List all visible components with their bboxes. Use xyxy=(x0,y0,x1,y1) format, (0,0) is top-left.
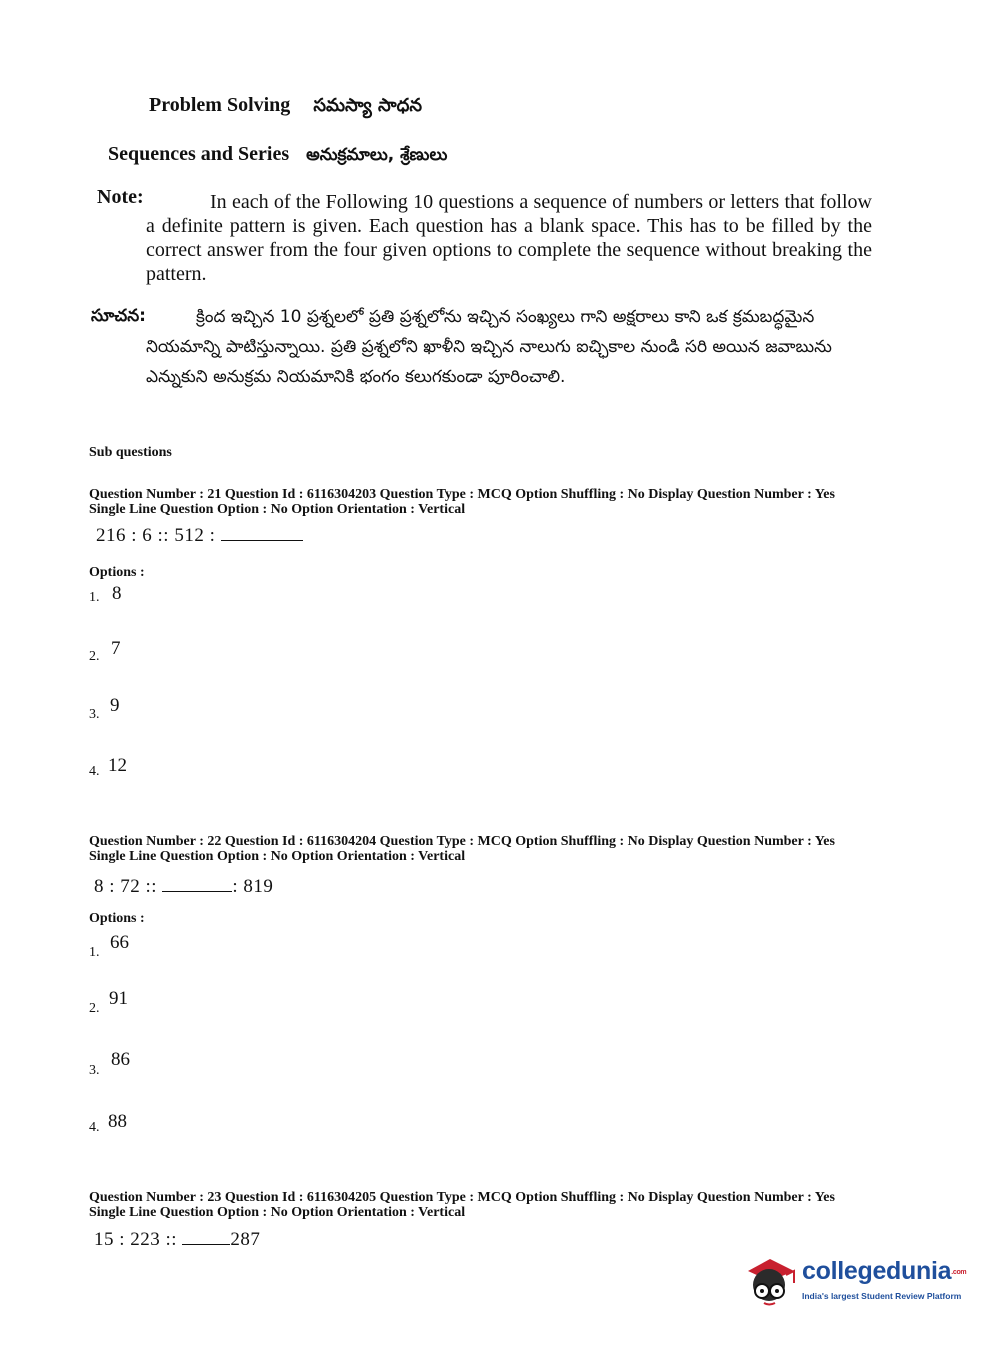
question-meta xyxy=(89,834,835,864)
section-subtitle-en: Sequences and Series xyxy=(108,143,290,165)
options-label: Options : xyxy=(89,911,145,926)
question-text xyxy=(96,522,303,547)
option-value[interactable]: 88 xyxy=(108,1111,127,1132)
option-value[interactable]: 86 xyxy=(111,1049,130,1070)
question-text-before: 216 : 6 :: 512 : xyxy=(96,525,216,546)
question-meta-line1: Question Number : 21 Question Id : 6116304203 Question Type : MCQ Option Shuffling : No Display Question Number : Yes xyxy=(89,487,835,502)
collegedunia-watermark xyxy=(742,1247,972,1313)
option-value[interactable]: 8 xyxy=(112,583,122,604)
option-number: 4. xyxy=(89,1120,100,1135)
options-label: Options : xyxy=(89,565,145,580)
answer-blank xyxy=(182,1226,230,1245)
option-value[interactable]: 7 xyxy=(111,638,121,659)
section-title xyxy=(149,94,422,120)
section-title-te: సమస్యా సాధన xyxy=(313,95,422,116)
brand-suffix: .com xyxy=(951,1268,967,1276)
answer-blank xyxy=(162,873,232,892)
question-meta-line1: Question Number : 22 Question Id : 6116304204 Question Type : MCQ Option Shuffling : No Display Question Number : Yes xyxy=(89,834,835,849)
brand-name xyxy=(802,1257,966,1286)
question-text-before: 15 : 223 :: xyxy=(94,1229,178,1250)
brand-tagline: India's largest Student Review Platform xyxy=(802,1291,962,1301)
answer-blank xyxy=(221,522,303,541)
sub-questions-label: Sub questions xyxy=(89,445,172,460)
option-number: 2. xyxy=(89,649,100,664)
note-te-text: క్రింద ఇచ్చిన 10 ప్రశ్నలలో ప్రతి ప్రశ్నలోను ఇచ్చిన సంఖ్యలు గాని అక్షరాలు కాని ఒక క్రమబద్ధమైన నియమాన్ని పాటిస్తున్నాయి. ప్రతి ప్రశ్నలోని ఖాళీని ఇచ్చిన నాలుగు ఐచ్ఛికాల నుండి సరి అయిన జవాబును ఎన్నుకుని అనుక్రమ నియమానికి భంగం కలుగకుండా పూరించాలి. xyxy=(146,307,832,387)
question-meta-line2: Single Line Question Option : No Option Orientation : Vertical xyxy=(89,849,466,864)
question-text-before: 8 : 72 :: xyxy=(94,876,158,897)
section-subtitle-te: అనుక్రమాలు, శ్రేణులు xyxy=(306,145,448,165)
option-value[interactable]: 9 xyxy=(110,695,120,716)
question-text-after: 287 xyxy=(230,1229,261,1250)
option-number: 3. xyxy=(89,707,100,722)
brand-text: collegedunia xyxy=(802,1257,952,1285)
option-value[interactable]: 66 xyxy=(110,932,129,953)
option-value[interactable]: 91 xyxy=(109,988,128,1009)
question-meta-line2: Single Line Question Option : No Option Orientation : Vertical xyxy=(89,502,466,517)
question-meta-line1: Question Number : 23 Question Id : 6116304205 Question Type : MCQ Option Shuffling : No Display Question Number : Yes xyxy=(89,1190,835,1205)
note-text: In each of the Following 10 questions a sequence of numbers or letters that follow a definite pattern is given. Each question has a blank space. This has to be filled by the correct answer from the four given options to complete the sequence without breaking the pattern. xyxy=(146,191,872,285)
option-number: 3. xyxy=(89,1063,100,1078)
option-number: 1. xyxy=(89,945,100,960)
question-text xyxy=(94,873,273,898)
option-value[interactable]: 12 xyxy=(108,755,127,776)
question-meta xyxy=(89,1190,835,1220)
option-number: 4. xyxy=(89,764,100,779)
question-meta xyxy=(89,487,835,517)
mascot-icon xyxy=(742,1249,800,1309)
question-meta-line2: Single Line Question Option : No Option Orientation : Vertical xyxy=(89,1205,466,1220)
question-text-after: : 819 xyxy=(232,876,274,897)
question-text xyxy=(94,1226,260,1251)
section-title-en: Problem Solving xyxy=(149,94,291,116)
option-number: 1. xyxy=(89,590,100,605)
section-subtitle xyxy=(108,143,447,169)
note-label: Note: xyxy=(97,186,144,208)
option-number: 2. xyxy=(89,1001,100,1016)
note-te-label: సూచన: xyxy=(91,306,146,326)
